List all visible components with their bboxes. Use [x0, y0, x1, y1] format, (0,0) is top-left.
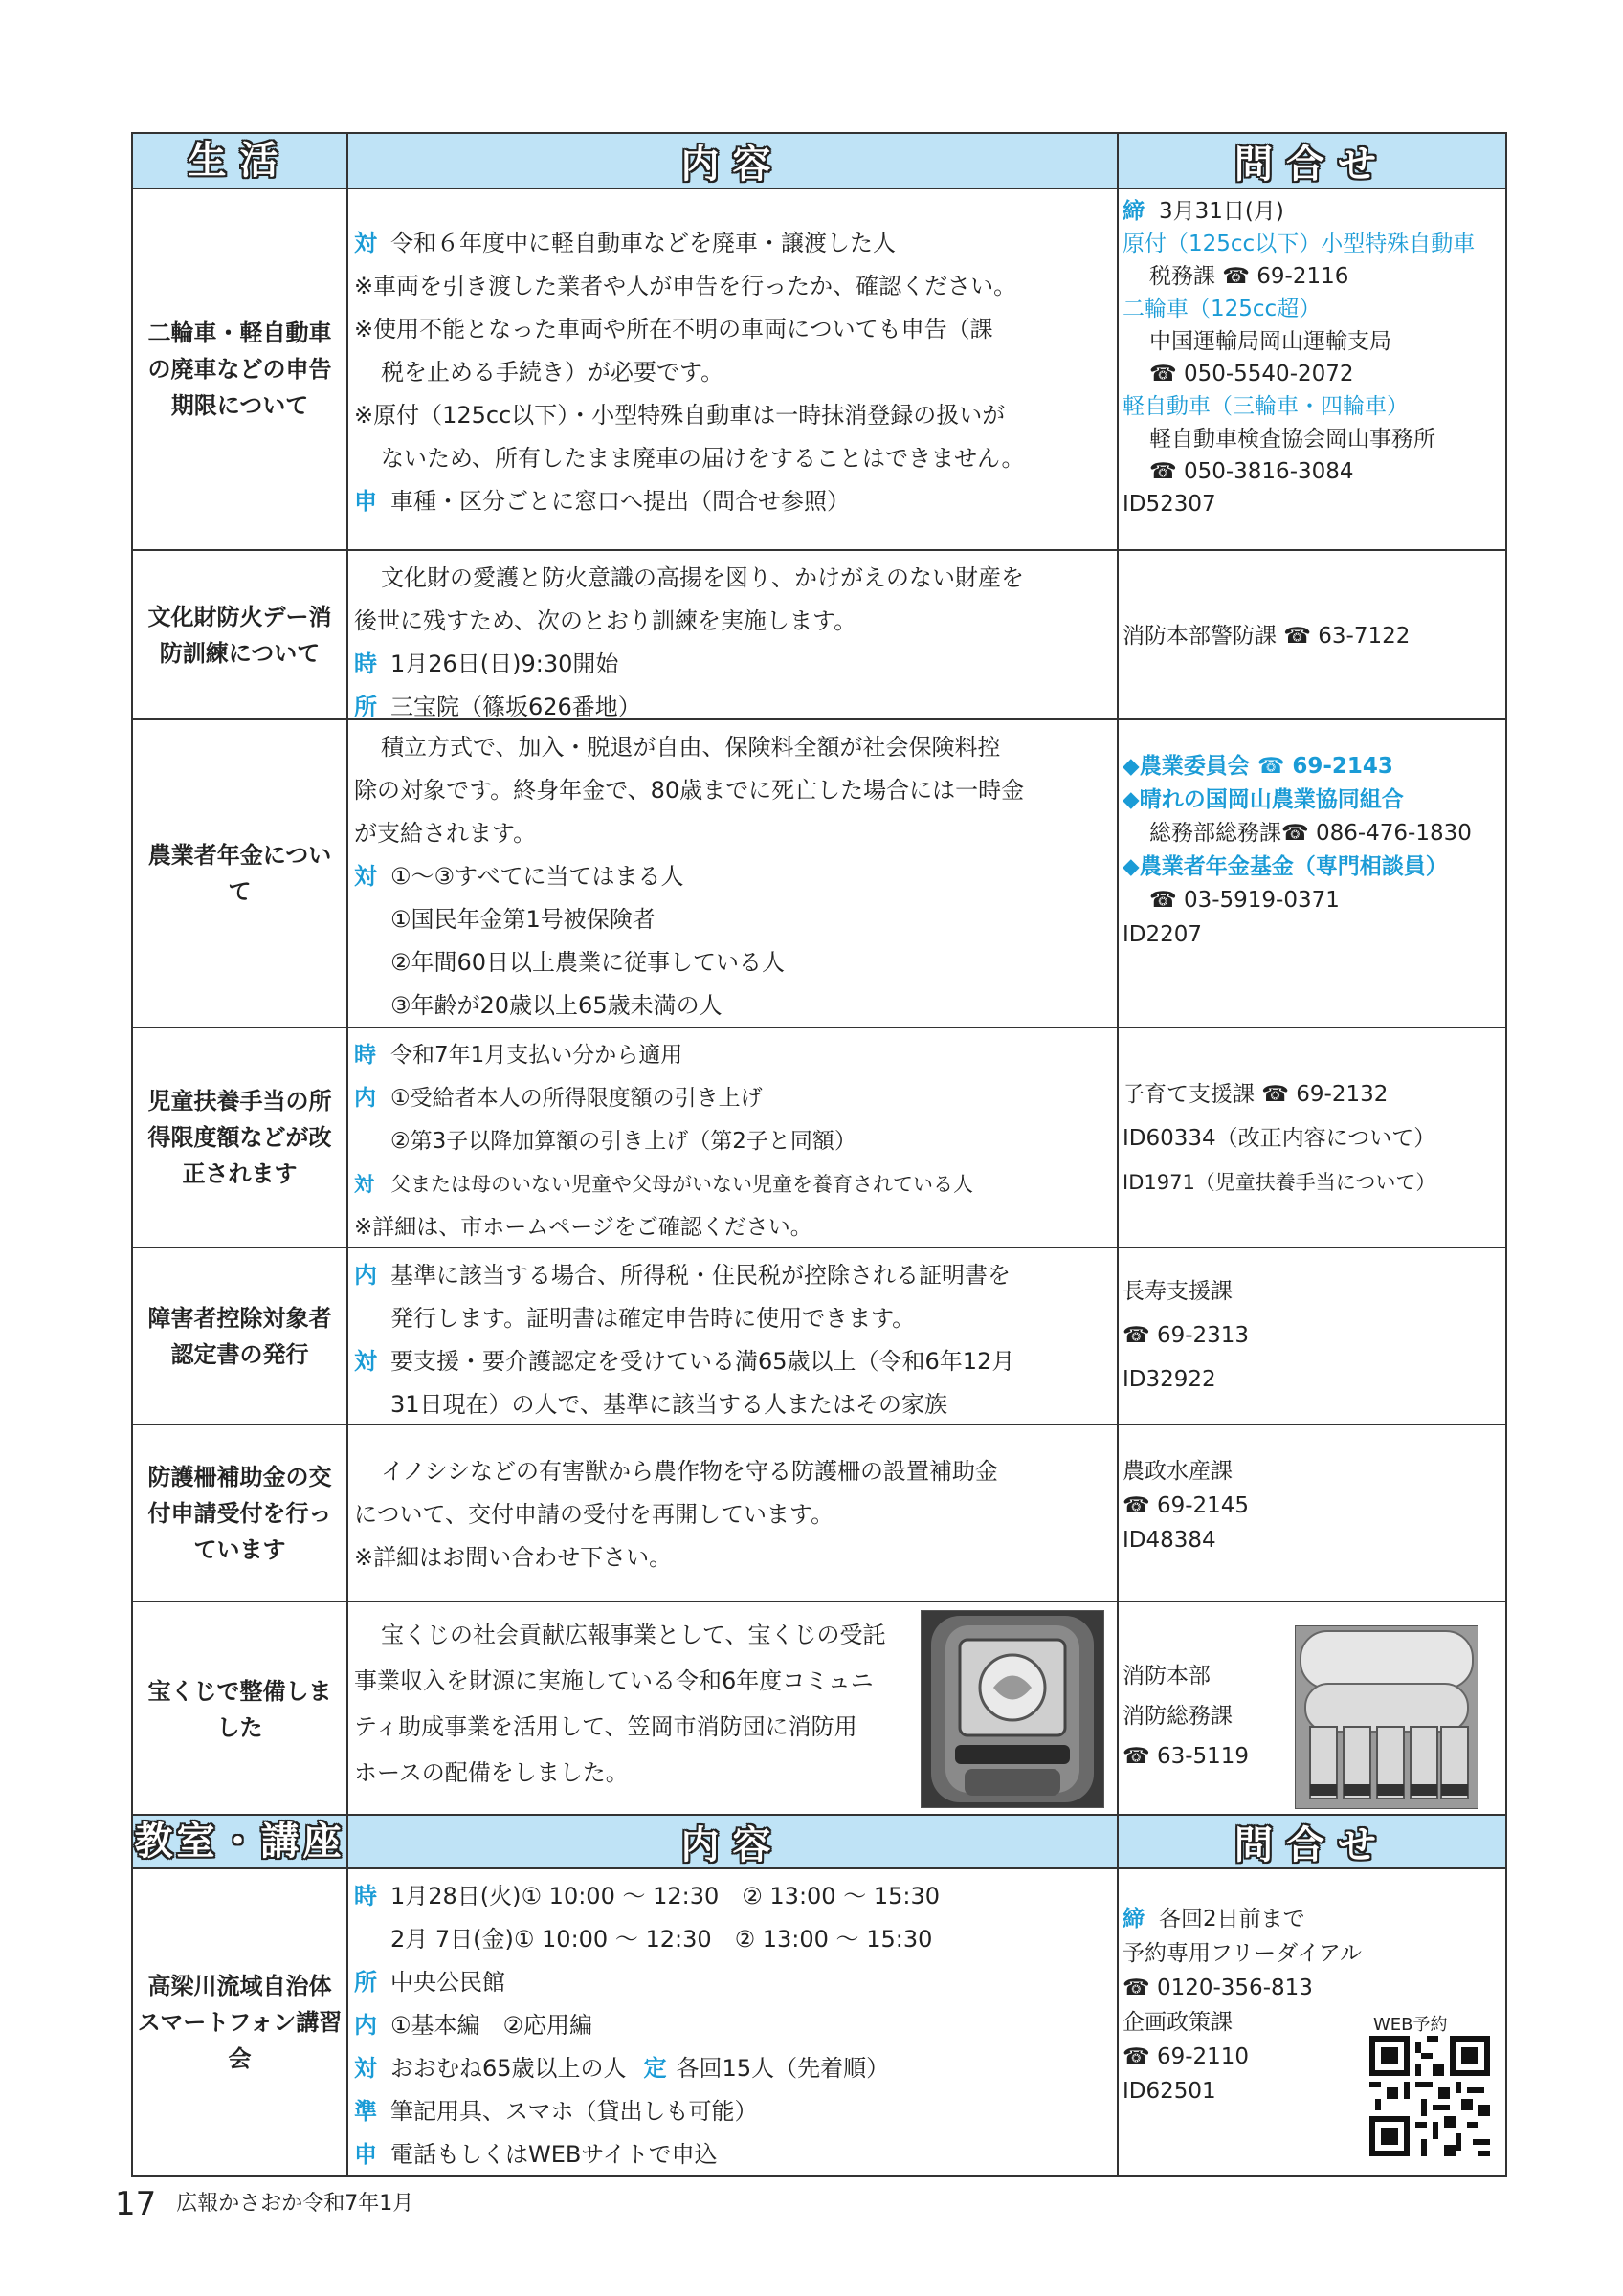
text-line: ☎ 050-3816-3084: [1149, 459, 1354, 484]
text-line: ☎ 03-5919-0371: [1149, 888, 1340, 913]
label-tag: 対: [354, 863, 377, 890]
table-classes: [131, 1816, 1507, 2177]
text-line: ※詳細はお問い合わせ下さい。: [354, 1544, 673, 1571]
text-line: ID48384: [1123, 1528, 1216, 1553]
text-line: 発行します。証明書は確定申告時に使用できます。: [390, 1305, 916, 1332]
label-tag: 時: [354, 1883, 377, 1910]
row-inquiry: [1119, 1425, 1505, 1601]
text-line: 文化財の愛護と防火意識の高揚を図り、かけがえのない財産を: [381, 564, 1024, 591]
row-category: 防護柵補助金の交付申請受付を行っています: [133, 1425, 348, 1601]
footer: [115, 2185, 413, 2223]
text-line: ☎ 63-5119: [1123, 1744, 1250, 1769]
header-inquiry: 問合せ: [1234, 142, 1390, 187]
row-category: 農業者年金について: [133, 720, 348, 1027]
text-line: ◆農業者年金基金（専門相談員）: [1123, 854, 1448, 879]
row-inquiry: [1119, 1248, 1505, 1424]
text-line: 軽自動車検査協会岡山事務所: [1149, 427, 1435, 452]
text-line: 申 電話もしくはWEBサイトで申込: [354, 2133, 1111, 2176]
text-line: 消防本部警防課 ☎ 63-7122: [1123, 623, 1411, 649]
text-line: ID2207: [1123, 922, 1203, 947]
row-category: 高梁川流域自治体スマートフォン講習会: [133, 1869, 348, 2175]
text-line: 内 ①受給者本人の所得限度額の引き上げ: [354, 1077, 1111, 1120]
text-line: 子育て支援課 ☎ 69-2132: [1123, 1082, 1389, 1107]
text-line: 内 ①基本編 ②応用編: [354, 2004, 1111, 2047]
tag-apply: 申: [354, 488, 377, 515]
text-line: ID60334（改正内容について）: [1123, 1126, 1436, 1151]
text-line: 内 基準に該当する場合、所得税・住民税が控除される証明書を: [354, 1254, 1111, 1297]
row-inquiry: [1119, 1028, 1505, 1247]
text-line: ☎ 69-2313: [1123, 1323, 1250, 1348]
text-line: 31日現在）の人で、基準に該当する人またはその家族: [390, 1391, 948, 1418]
text-line: 原付（125cc以下）小型特殊自動車: [1123, 232, 1476, 256]
table-row: [133, 1869, 1505, 2175]
text-line: 締 各回2日前まで: [1123, 1902, 1501, 1936]
qr-code[interactable]: [1369, 2036, 1490, 2156]
text-line: 二輪車（125cc超）: [1123, 297, 1322, 321]
label-tag: 時: [354, 651, 377, 677]
label-tag: 対: [354, 2055, 377, 2082]
table-row: [133, 1602, 1505, 1816]
row-inquiry: [1119, 1869, 1505, 2175]
header-category: 生活: [188, 139, 292, 183]
text-line: 消防総務課: [1123, 1704, 1233, 1729]
table-row: [133, 720, 1505, 1028]
row-inquiry: [1119, 189, 1505, 549]
row-content: [348, 1028, 1119, 1247]
text-line: ID32922: [1123, 1367, 1216, 1392]
text-line: 後世に残すため、次のとおり訓練を実施します。: [354, 607, 857, 634]
table-row: [133, 1028, 1505, 1248]
text-line: 申 車種・区分ごとに窓口へ提出（問合せ参照）: [354, 480, 1111, 523]
text-line: 所 中央公民館: [354, 1961, 1111, 2004]
text-line: が支給されます。: [354, 820, 537, 847]
label-tag: 対: [354, 1173, 374, 1196]
row-category: 障害者控除対象者認定書の発行: [133, 1248, 348, 1424]
row-inquiry: [1119, 720, 1505, 1027]
text-line: ☎ 0120-356-813: [1123, 1976, 1313, 2000]
header-content: 内容: [680, 1822, 785, 1867]
table-life: [131, 132, 1507, 1816]
fire-hose-reel-photo: [921, 1610, 1104, 1808]
row-inquiry: [1119, 1602, 1505, 1816]
text-line: ティ助成事業を活用して、笠岡市消防団に消防用: [354, 1713, 857, 1740]
table-row: [133, 551, 1505, 720]
text-line: 税を止める手続き）が必要です。: [381, 359, 724, 386]
text-line: ☎ 69-2145: [1123, 1493, 1250, 1518]
header-category: 教室・講座: [134, 1820, 345, 1864]
row-content: [348, 1425, 1119, 1601]
page-number: 17: [115, 2185, 157, 2223]
text-line: ③年齢が20歳以上65歳未満の人: [390, 992, 723, 1019]
table-row: [133, 189, 1505, 551]
row-category: 児童扶養手当の所得限度額などが改正されます: [133, 1028, 348, 1247]
row-content: [348, 1248, 1119, 1424]
row-category: 文化財防火デー消防訓練について: [133, 551, 348, 718]
text-line: 対 ①～③すべてに当てはまる人: [354, 855, 1111, 898]
text-line: ※原付（125cc以下）・小型特殊自動車は一時抹消登録の扱いが: [354, 402, 1006, 429]
text-line: ID1971（児童扶養手当について）: [1123, 1171, 1436, 1194]
text-line: 消防本部: [1123, 1664, 1211, 1689]
text-line: 対 父または母のいない児童や父母がいない児童を養育されている人: [354, 1163, 1111, 1206]
row-inquiry: [1119, 551, 1505, 718]
text-line: 対 おおむね65歳以上の人 定 各回15人（先着順）: [354, 2047, 1111, 2090]
row-content: [348, 551, 1119, 718]
table-row: [133, 1248, 1505, 1425]
text-line: 事業収入を財源に実施している令和6年度コミュニ: [354, 1667, 874, 1694]
label-tag: 準: [354, 2098, 377, 2125]
text-line: ID52307: [1123, 492, 1216, 517]
text-line: ※車両を引き渡した業者や人が申告を行ったか、確認ください。: [354, 273, 1017, 299]
label-tag: 内: [354, 2012, 377, 2039]
fire-hoses-photo: [1295, 1625, 1478, 1809]
text-line: 軽自動車（三輪車・四輪車）: [1123, 394, 1409, 419]
header-content: 内容: [680, 142, 785, 187]
text-line: 時 1月26日(日)9:30開始: [354, 643, 1111, 686]
text-line: 長寿支援課: [1123, 1279, 1233, 1304]
text-line: 締 3月31日(月): [1123, 195, 1501, 228]
header-inquiry: 問合せ: [1234, 1822, 1390, 1867]
text-line: ☎ 050-5540-2072: [1149, 362, 1354, 386]
text-line: イノシシなどの有害獣から農作物を守る防護柵の設置補助金: [381, 1458, 998, 1485]
text-line: ◆晴れの国岡山農業協同組合: [1123, 787, 1404, 812]
text-line: 企画政策課: [1123, 2010, 1233, 2035]
text-line: ※使用不能となった車両や所在不明の車両についても申告（課: [354, 316, 993, 342]
text-line: ①国民年金第1号被保険者: [390, 906, 656, 933]
text-line: ホースの配備をしました。: [354, 1759, 629, 1786]
label-tag: 内: [354, 1086, 376, 1111]
text-line: ないため、所有したまま廃車の届けをすることはできません。: [381, 445, 1025, 472]
label-tag: 締: [1123, 199, 1145, 224]
text-line: ②第3子以降加算額の引き上げ（第2子と同額）: [390, 1129, 856, 1154]
qr-label: WEB予約: [1373, 2015, 1448, 2035]
row-content: [348, 720, 1119, 1027]
text-line: 対 令和６年度中に軽自動車などを廃車・譲渡した人: [354, 222, 1111, 265]
table-header: [133, 134, 1505, 189]
text-line: 中国運輸局岡山運輸支局: [1149, 329, 1391, 354]
table-row: [133, 1425, 1505, 1602]
text-line: 対 要支援・要介護認定を受けている満65歳以上（令和6年12月: [354, 1340, 1111, 1383]
label-tag: 締: [1123, 1907, 1145, 1932]
text-line: ID62501: [1123, 2079, 1216, 2104]
label-tag: 対: [354, 1348, 377, 1375]
text-line: 除の対象です。終身年金で、80歳までに死亡した場合には一時金: [354, 777, 1025, 804]
text-line: 総務部総務課☎ 086-476-1830: [1149, 821, 1472, 846]
text-line: ※詳細は、市ホームページをご確認ください。: [354, 1215, 812, 1240]
text-line: 予約専用フリーダイアル: [1123, 1941, 1363, 1966]
text-line: 積立方式で、加入・脱退が自由、保険料全額が社会保険料控: [381, 734, 1001, 761]
row-content: [348, 189, 1119, 549]
text-line: 時 1月28日(火)① 10:00 ～ 12:30 ② 13:00 ～ 15:30: [354, 1875, 1111, 1918]
publication-title: 広報かさおか令和7年1月: [176, 2192, 414, 2216]
row-category: 二輪車・軽自動車の廃車などの申告期限について: [133, 189, 348, 549]
row-category: 宝くじで整備しました: [133, 1602, 348, 1816]
text-line: 宝くじの社会貢献広報事業として、宝くじの受託: [381, 1622, 886, 1648]
tag-target: 対: [354, 230, 377, 256]
text-line: 時 令和7年1月支払い分から適用: [354, 1034, 1111, 1077]
label-tag: 時: [354, 1043, 376, 1068]
label-tag: 内: [354, 1262, 377, 1289]
text-line: ②年間60日以上農業に従事している人: [390, 949, 786, 976]
table-header: [133, 1816, 1505, 1869]
text-line: 農政水産課: [1123, 1459, 1233, 1484]
text-line: 所 三宝院（篠坂626番地）: [354, 686, 1111, 729]
text-line: について、交付申請の受付を再開しています。: [354, 1501, 834, 1528]
text-line: 税務課 ☎ 69-2116: [1149, 264, 1349, 289]
row-content: [348, 1869, 1119, 2175]
text-line: 準 筆記用具、スマホ（貸出しも可能）: [354, 2090, 1111, 2133]
row-content: [348, 1602, 1119, 1816]
label-tag: 申: [354, 2141, 377, 2168]
label-tag: 所: [354, 1969, 377, 1996]
text-line: ☎ 69-2110: [1123, 2044, 1250, 2069]
text-line: 2月 7日(金)① 10:00 ～ 12:30 ② 13:00 ～ 15:30: [390, 1926, 933, 1953]
label-tag: 所: [354, 694, 377, 720]
text-line: ◆農業委員会 ☎ 69-2143: [1123, 754, 1393, 779]
